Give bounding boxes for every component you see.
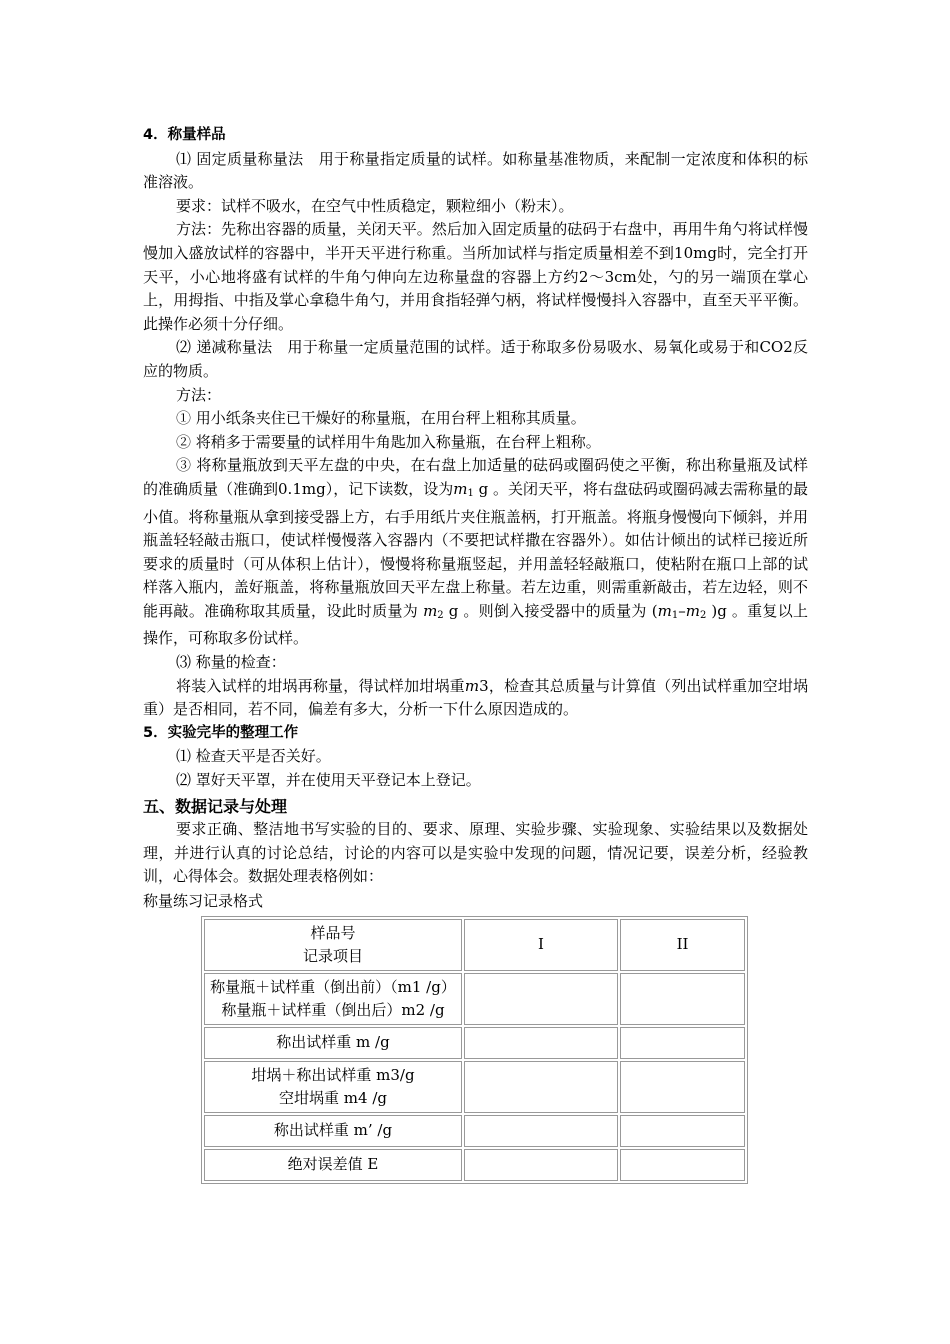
table-cell[interactable] <box>620 1027 745 1059</box>
row-label-line: 空坩埚重 m4 /g <box>279 1088 387 1107</box>
text: 将装入试样的坩埚再称量，得试样加坩埚重 <box>176 676 465 695</box>
document-page <box>143 124 808 1184</box>
header-line: 样品号 <box>310 923 356 942</box>
header-cell: II <box>620 919 745 971</box>
var-m: m <box>464 676 480 695</box>
table-cell[interactable] <box>464 1027 618 1059</box>
table-row <box>204 1061 745 1113</box>
paragraph: 要求正确、整洁地书写实验的目的、要求、原理、实验步骤、实验现象、实验结果以及数据处理，并进行认真的讨论总结，讨论的内容可以是实验中发现的问题，情况记要，误差分析，经验教训，心得体会。数据处理表格例如： <box>143 820 808 886</box>
table-cell[interactable] <box>620 973 745 1025</box>
var-m: m <box>657 601 672 620</box>
table-cell[interactable] <box>464 1149 618 1181</box>
var-m: m <box>423 601 438 620</box>
paragraph: ⑴ 检查天平是否关好。 <box>176 747 331 766</box>
paragraph: ⑵ 递减称量法 用于称量一定质量范围的试样。适于称取多份易吸水、易氧化或易于和CO2反应的物质。 <box>143 338 808 380</box>
paragraph: 要求：试样不吸水，在空气中性质稳定，颗粒细小（粉末）。 <box>176 196 574 215</box>
table-cell[interactable] <box>464 1115 618 1147</box>
var-m: m <box>453 479 468 498</box>
row-label <box>204 973 462 1025</box>
paragraph-step-3 <box>143 454 808 651</box>
table-cell[interactable] <box>620 1115 745 1147</box>
table-row <box>204 1027 745 1059</box>
text: ，检查其总质量与计算值（列出试样重加空坩埚重）是否相同，若不同，偏差有多大，分析一下什么原因造成的。 <box>143 676 808 719</box>
row-label: 称出试样重 m /g <box>204 1027 462 1059</box>
section-five-heading: 五、数据记录与处理 <box>143 796 288 816</box>
table-row <box>204 973 745 1025</box>
subscript: 1 <box>467 487 474 499</box>
header-cell <box>204 919 462 971</box>
table-cell[interactable] <box>620 1061 745 1113</box>
table-row <box>204 919 745 971</box>
text: g 。关闭天平，将右盘砝码或圈码减去需称量的最小值。将称量瓶从拿到接受器上方，右手用纸片夹住瓶盖柄，打开瓶盖。将瓶身慢慢向下倾斜，并用瓶盖轻轻敲击瓶口，使试样慢慢落入容器内（不要把试样撒在容器外）。如估计倾出的试样已接近所要求的质量时（可从体积上估计），慢慢将称量瓶竖起，并用盖轻轻敲瓶口，使粘附在瓶口上部的试样落入瓶内，盖好瓶盖，将称量瓶放回天平左盘上称量。若左边重，则需重新敲击，若左边轻，则不能再敲。准确称取其质量，设此时质量为 <box>143 479 809 620</box>
row-label-line: 称量瓶＋试样重（倒出后）m2 /g <box>221 1000 445 1019</box>
row-label: 绝对误差值 E <box>204 1149 462 1181</box>
weighing-record-table <box>201 916 748 1184</box>
text: 3 <box>479 676 489 695</box>
paragraph: ⑶ 称量的检查： <box>176 653 286 672</box>
text: )g 。重复以上操作，可称取多份试样。 <box>143 601 808 648</box>
table-cell[interactable] <box>620 1149 745 1181</box>
header-cell: I <box>464 919 618 971</box>
table-row <box>204 1149 745 1181</box>
table-caption: 称量练习记录格式 <box>143 892 264 910</box>
section-4-heading: 4．称量样品 <box>143 127 226 143</box>
row-label-line: 坩埚＋称出试样重 m3/g <box>251 1065 415 1084</box>
paragraph: ② 将稍多于需要量的试样用牛角匙加入称量瓶，在台秤上粗称。 <box>176 432 601 451</box>
text: – <box>678 601 686 620</box>
header-line: 记录项目 <box>302 946 363 965</box>
subscript: 1 <box>671 609 679 621</box>
paragraph: ⑵ 罩好天平罩，并在使用天平登记本上登记。 <box>176 771 481 790</box>
paragraph: ① 用小纸条夹住已干燥好的称量瓶，在用台秤上粗称其质量。 <box>176 409 586 428</box>
paragraph: 方法：先称出容器的质量，关闭天平。然后加入固定质量的砝码于右盘中，再用牛角勺将试样慢慢加入盛放试样的容器中，半开天平进行称重。当所加试样与指定质量相差不到10mg时，完全打开天平，小心地将盛有试样的牛角勺伸向左边称量盘的容器上方约2～3cm处，勺的另一端顶在掌心上，用拇指、中指及掌心拿稳牛角勺，并用食指轻弹勺柄，将试样慢慢抖入容器中，直至天平平衡。此操作必须十分仔细。 <box>143 220 808 333</box>
text: ③ 将称量瓶放到天平左盘的中央，在右盘上加适量的砝码或圈码使之平衡，称出称量瓶及试样的准确质量（准确到0.1mg），记下读数，设为 <box>143 456 808 498</box>
subscript: 2 <box>699 609 707 621</box>
paragraph-check <box>143 675 808 722</box>
table-cell[interactable] <box>464 973 618 1025</box>
section-5-heading: 5．实验完毕的整理工作 <box>143 724 299 741</box>
var-m: m <box>685 601 700 620</box>
text: g 。则倒入接受器中的质量为 ( <box>443 601 658 620</box>
row-label: 称出试样重 m’ /g <box>204 1115 462 1147</box>
row-label <box>204 1061 462 1113</box>
row-label-line: 称量瓶＋试样重（倒出前）（m1 /g） <box>210 977 456 996</box>
paragraph: 方法： <box>176 385 222 404</box>
table-cell[interactable] <box>464 1061 618 1113</box>
subscript: 2 <box>437 609 444 621</box>
paragraph: ⑴ 固定质量称量法 用于称量指定质量的试样。如称量基准物质，来配制一定浓度和体积的标准溶液。 <box>143 149 808 192</box>
table-row <box>204 1115 745 1147</box>
